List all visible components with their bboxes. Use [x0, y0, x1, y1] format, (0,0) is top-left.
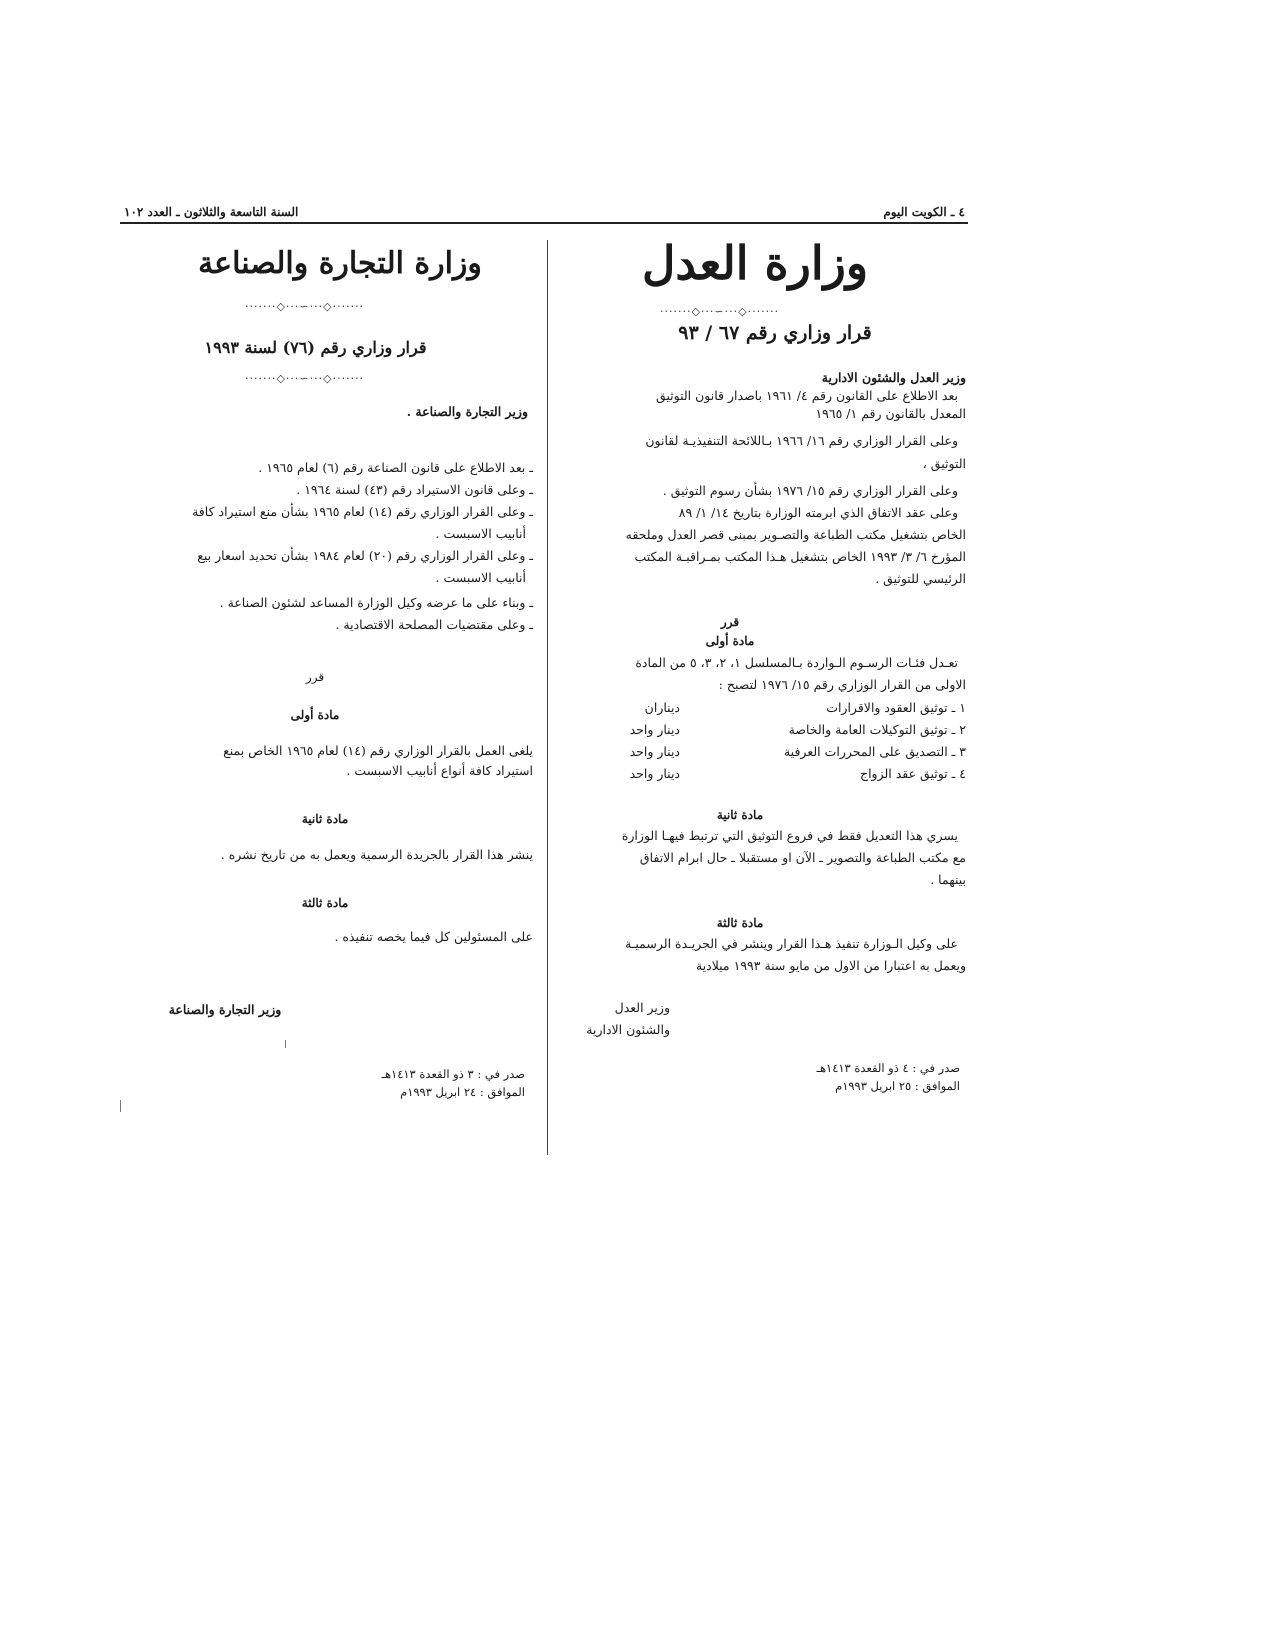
- justice-article-2-title: مادة ثانية: [716, 808, 764, 822]
- commerce-article-3-text: على المسئولين كل فيما يخصه تنفيذه .: [334, 929, 533, 944]
- justice-preamble-line: المعدل بالقانون رقم ١/ ١٩٦٥: [815, 406, 966, 421]
- justice-signature: والشئون الادارية: [586, 1022, 670, 1037]
- ornament-divider: ·······◇···∽···◇·······: [660, 305, 780, 318]
- commerce-preamble-line: أنابيب الاسبست .: [435, 570, 526, 585]
- justice-article-3-text: ويعمل به اعتبارا من الاول من مايو سنة ١٩٩٣ ميلادية: [695, 958, 966, 973]
- ornament-divider: ·······◇···∽···◇·······: [245, 300, 365, 313]
- commerce-article-3-title: مادة ثالثة: [301, 896, 349, 910]
- justice-preamble-line: وعلى القرار الوزاري رقم ١٦/ ١٩٦٦ بـاللائحة التنفيذيـة لقانون: [645, 433, 958, 448]
- justice-ministry-title: وزارة العدل: [641, 236, 869, 290]
- commerce-ministry-title: وزارة التجارة والصناعة: [198, 246, 482, 281]
- justice-preamble-line: بعد الاطلاع على القانون رقم ٤/ ١٩٦١ باصدار قانون التوثيق: [655, 388, 958, 403]
- commerce-issue-date: صدر في : ٣ ذو القعدة ١٤١٣هـ: [381, 1067, 525, 1081]
- justice-article-1-text: تعـدل فئـات الرسـوم الـواردة بـالمسلسل ١، ٢، ٣، ٥ من المادة: [635, 655, 958, 670]
- justice-article-2-text: بينهما .: [930, 872, 966, 887]
- commerce-decided: قرر: [305, 670, 325, 684]
- commerce-preamble-line: ـ وعلى مقتضيات المصلحة الاقتصادية .: [335, 617, 533, 632]
- justice-article-2-text: يسري هذا التعديل فقط في فروع التوثيق التي ترتبط فيهـا الوزارة: [621, 828, 958, 843]
- commerce-article-1-text: يلغى العمل بالقرار الوزاري رقم (١٤) لعام ١٩٦٥ الخاص بمنع: [223, 743, 533, 758]
- justice-issuer: وزير العدل والشئون الادارية: [821, 370, 966, 385]
- justice-article-1-title: مادة أولى: [705, 634, 755, 648]
- scan-mark: [285, 1040, 286, 1048]
- justice-preamble-line: المؤرخ ٦/ ٣/ ١٩٩٣ الخاص بتشغيل هـذا المكتب بمـراقبـة المكتب: [634, 549, 966, 564]
- commerce-preamble-line: ـ وعلى قانون الاستيراد رقم (٤٣) لسنة ١٩٦٤ .: [296, 482, 533, 497]
- commerce-signature: وزير التجارة والصناعة: [168, 1002, 282, 1017]
- commerce-article-1-title: مادة أولى: [290, 708, 340, 722]
- justice-preamble-line: وعلى عقد الاتفاق الذي ابرمته الوزارة بتاريخ ١٤/ ١/ ٨٩: [678, 505, 958, 520]
- commerce-issuer: وزير التجارة والصناعة .: [406, 404, 528, 419]
- justice-decree-number: قرار وزاري رقم ٦٧ / ٩٣: [678, 322, 872, 344]
- fee-item: ١ ـ توثيق العقود والاقرارات: [826, 700, 966, 715]
- fee-item: ٢ ـ توثيق التوكيلات العامة والخاصة: [788, 722, 966, 737]
- justice-issue-date: صدر في : ٤ ذو القعدة ١٤١٣هـ: [816, 1061, 960, 1075]
- justice-preamble-line: وعلى القرار الوزاري رقم ١٥/ ١٩٧٦ بشأن رسوم التوثيق .: [662, 483, 958, 498]
- page-header-left: السنة التاسعة والثلاثون ـ العدد ١٠٢: [124, 205, 299, 219]
- commerce-preamble-line: ـ بعد الاطلاع على قانون الصناعة رقم (٦) لعام ١٩٦٥ .: [258, 460, 533, 475]
- justice-issue-date-gregorian: الموافق : ٢٥ ابريل ١٩٩٣م: [835, 1079, 960, 1093]
- commerce-preamble-line: ـ وعلى القرار الوزاري رقم (١٤) لعام ١٩٦٥ بشأن منع استيراد كافة: [192, 504, 533, 519]
- commerce-decree-number: قرار وزاري رقم (٧٦) لسنة ١٩٩٣: [204, 338, 427, 357]
- justice-preamble-line: الرئيسي للتوثيق .: [875, 571, 966, 586]
- scan-mark: [120, 1100, 121, 1112]
- commerce-issue-date-gregorian: الموافق : ٢٤ ابريل ١٩٩٣م: [400, 1085, 525, 1099]
- header-rule: [120, 222, 968, 224]
- commerce-preamble-line: ـ وعلى القرار الوزاري رقم (٢٠) لعام ١٩٨٤ بشأن تحديد اسعار بيع: [197, 548, 533, 563]
- commerce-article-2-title: مادة ثانية: [301, 812, 349, 826]
- column-divider: [547, 240, 548, 1155]
- fee-amount: دينار واحد: [629, 766, 680, 781]
- fee-amount: دينار واحد: [629, 744, 680, 759]
- justice-article-3-text: على وكيل الـوزارة تنفيذ هـذا القرار وينشر في الجريـدة الرسميـة: [625, 936, 958, 951]
- page-header-right: ٤ ـ الكويت اليوم: [883, 205, 965, 219]
- commerce-article-1-text: استيراد كافة أنواع أنابيب الاسبست .: [346, 763, 533, 778]
- justice-article-2-text: مع مكتب الطباعة والتصوير ـ الآن او مستقبلا ـ حال ابرام الاتفاق: [639, 850, 966, 865]
- fee-amount: دينار واحد: [629, 722, 680, 737]
- justice-article-3-title: مادة ثالثة: [716, 916, 764, 930]
- commerce-preamble-line: أنابيب الاسبست .: [435, 526, 526, 541]
- fee-amount: ديناران: [644, 700, 680, 715]
- commerce-article-2-text: ينشر هذا القرار بالجريدة الرسمية ويعمل به من تاريخ نشره .: [220, 847, 533, 862]
- fee-item: ٣ ـ التصديق على المحررات العرفية: [783, 744, 966, 759]
- ornament-divider: ·······◇···∽···◇·······: [245, 372, 365, 385]
- justice-preamble-line: الخاص بتشغيل مكتب الطباعة والتصـوير بمبنى قصر العدل وملحقه: [625, 527, 966, 542]
- commerce-preamble-line: ـ وبناء على ما عرضه وكيل الوزارة المساعد لشئون الصناعة .: [219, 595, 533, 610]
- fee-item: ٤ ـ توثيق عقد الزواج: [860, 766, 966, 781]
- justice-decided: قرر: [720, 615, 740, 629]
- justice-signature: وزير العدل: [614, 1000, 670, 1015]
- justice-preamble-line: التوثيق ،: [922, 456, 966, 471]
- justice-article-1-text: الاولى من القرار الوزاري رقم ١٥/ ١٩٧٦ لتصبح :: [718, 677, 966, 692]
